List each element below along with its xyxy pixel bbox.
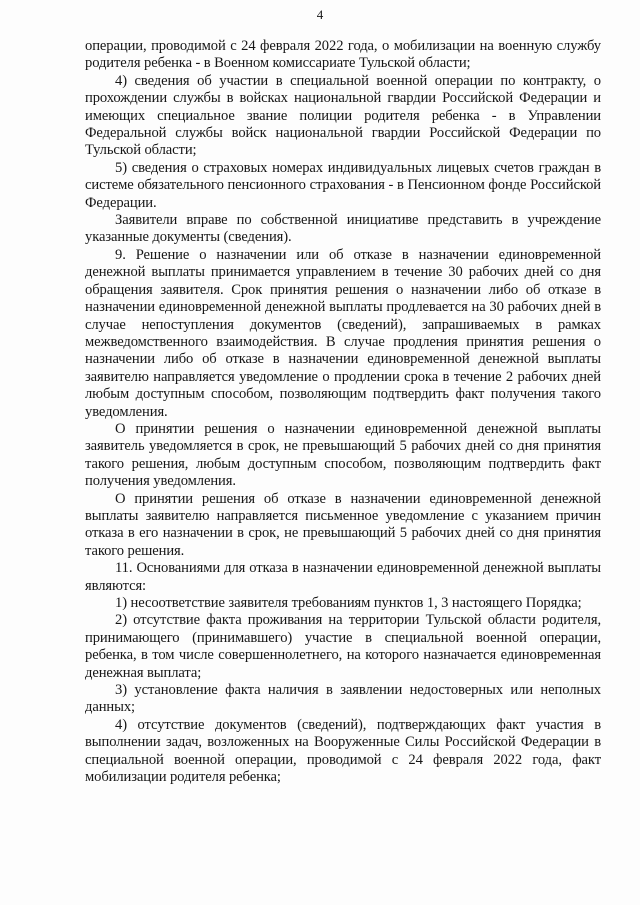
- paragraph-refusal-notification: О принятии решения об отказе в назначении единовременной денежной выплаты заявителю направляется письменное уведомление с указанием причин отказа в его назначении в срок, не превышающий 5 рабочих дней со дня принятия такого решения.: [85, 490, 601, 559]
- paragraph-applicants-initiative: Заявители вправе по собственной инициативе представить в учреждение указанные документы (сведения).: [85, 212, 601, 246]
- paragraph-ground-1: 1) несоответствие заявителя требованиям пунктов 1, 3 настоящего Порядка;: [115, 595, 582, 611]
- document-body: [85, 38, 601, 786]
- paragraph-ground-2: 2) отсутствие факта проживания на территории Тульской области родителя, принимающего (принимавшего) участие в специальной военной операции, ребенка, в том числе совершеннолетнего, на которого назначается единовременная денежная выплата;: [85, 612, 601, 681]
- paragraph-item-4: 4) сведения об участии в специальной военной операции по контракту, о прохождении службы в войсках национальной гвардии Российской Федерации и имеющих специальное звание полиции родителя ребенка - в Управлении Федеральной службы войск национальной гвардии Российской Федерации по Тульской области;: [85, 72, 601, 159]
- paragraph-clause-11: 11. Основаниями для отказа в назначении единовременной денежной выплаты являются:: [85, 560, 601, 594]
- paragraph-continuation: операции, проводимой с 24 февраля 2022 года, о мобилизации на военную службу родителя ребенка - в Военном комиссариате Тульской области;: [85, 38, 601, 72]
- page-number: 4: [316, 7, 324, 22]
- paragraph-clause-9: 9. Решение о назначении или об отказе в назначении единовременной денежной выплаты принимается управлением в течение 30 рабочих дней со дня обращения заявителя. Срок принятия решения о назначении либо об отказе в назначении единовременной денежной выплаты продлевается на 30 рабочих дней в случае непоступления документов (сведений), запрашиваемых в рамках межведомственного взаимодействия. В случае продления принятия решения о назначении либо об отказе в назначении единовременной денежной выплаты заявителю направляется уведомление о продлении срока в течение 2 рабочих дней любым доступным способом, позволяющим подтвердить факт получения такого уведомления.: [85, 246, 601, 420]
- paragraph-item-5: 5) сведения о страховых номерах индивидуальных лицевых счетов граждан в системе обязательного пенсионного страхования - в Пенсионном фонде Российской Федерации.: [85, 159, 601, 211]
- paragraph-ground-3: 3) установление факта наличия в заявлении недостоверных или неполных данных;: [85, 682, 601, 716]
- paragraph-grant-notification: О принятии решения о назначении единовременной денежной выплаты заявитель уведомляется в срок, не превышающий 5 рабочих дней со дня принятия такого решения, любым доступным способом, позволяющим подтвердить факт получения уведомления.: [85, 420, 601, 490]
- paragraph-ground-4: 4) отсутствие документов (сведений), подтверждающих факт участия в выполнении задач, возложенных на Вооруженные Силы Российской Федерации в специальной военной операции, проводимой с 24 февраля 2022 года, факт мобилизации родителя ребенка;: [85, 716, 601, 786]
